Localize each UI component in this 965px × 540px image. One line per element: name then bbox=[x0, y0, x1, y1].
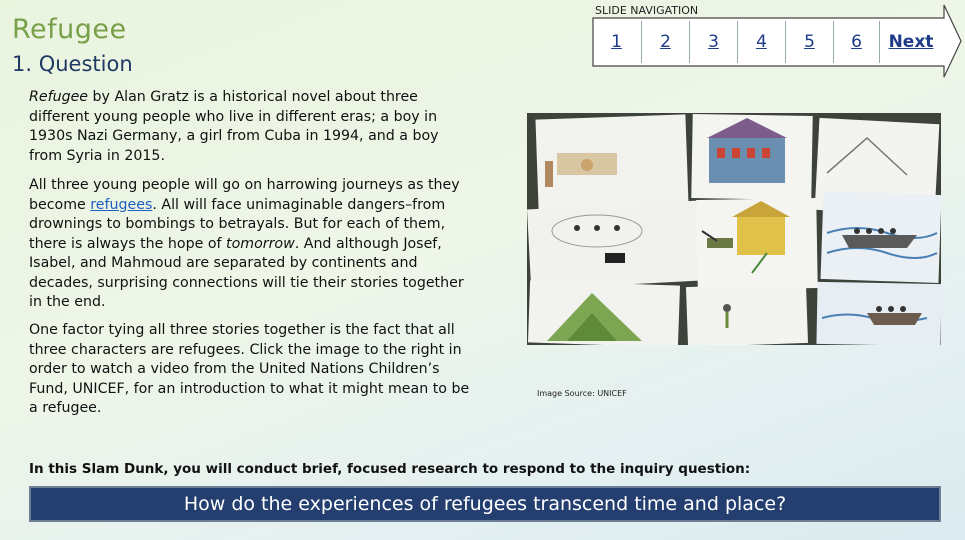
slide-subtitle: 1. Question bbox=[12, 52, 133, 76]
drawing-paper-6 bbox=[821, 191, 941, 283]
intro-paragraph bbox=[29, 88, 474, 166]
journey-text-b: . All will face unimaginable dangers–from drownings to bombings to betrayals. But for each of them, there is always the hope of bbox=[29, 196, 446, 252]
drawing-paper-2 bbox=[691, 114, 812, 200]
book-title: Refugee bbox=[29, 89, 89, 105]
slide-nav-label: SLIDE NAVIGATION bbox=[595, 4, 699, 17]
instruction-text: In this Slam Dunk, you will conduct brief, focused research to respond to the inquiry question: bbox=[29, 461, 751, 477]
nav-next-link[interactable]: Next bbox=[888, 32, 934, 52]
unicef-paragraph: One factor tying all three stories together is the fact that all three characters are refugees. Click the image to the right in order to watch a video from the United Nations Children’s Fund, UNICEF, for an introduction to what it might mean to be a refugee. bbox=[29, 322, 470, 416]
drawing-paper-4 bbox=[527, 201, 701, 290]
nav-slide-1[interactable]: 1 bbox=[592, 21, 642, 63]
unicef-video-image[interactable] bbox=[527, 113, 941, 345]
inquiry-question-box bbox=[29, 486, 941, 522]
drawing-paper-8 bbox=[686, 283, 808, 345]
drawing-paper-5 bbox=[696, 198, 818, 290]
drawing-paper-9 bbox=[816, 282, 941, 345]
nav-slide-3[interactable]: 3 bbox=[690, 21, 738, 63]
refugees-link[interactable]: refugees bbox=[90, 196, 153, 213]
image-source-caption: Image Source: UNICEF bbox=[537, 389, 627, 398]
nav-slide-2[interactable]: 2 bbox=[642, 21, 690, 63]
journey-paragraph bbox=[29, 176, 474, 313]
journey-text-c: . And although Josef, Isabel, and Mahmoud are separated by continents and decades, surprising connections will tie their stories together in the end. bbox=[29, 235, 464, 310]
nav-slide-5[interactable]: 5 bbox=[786, 21, 834, 63]
nav-slide-6[interactable]: 6 bbox=[834, 21, 880, 63]
journey-text-a: All three young people will go on harrowing journeys as they become bbox=[29, 177, 460, 213]
children-drawings-illustration bbox=[527, 113, 941, 345]
tomorrow-emphasis: tomorrow bbox=[226, 235, 295, 252]
slide-nav bbox=[592, 21, 942, 63]
intro-text: by Alan Gratz is a historical novel about three different young people who live in different eras; a boy in 1930s Nazi Germany, a girl from Cuba in 1994, and a boy from Syria in 2015. bbox=[29, 89, 439, 164]
inquiry-question: How do the experiences of refugees transcend time and place? bbox=[183, 493, 787, 515]
drawing-paper-1 bbox=[535, 114, 688, 209]
drawing-paper-7 bbox=[528, 280, 680, 345]
slide-title: Refugee bbox=[12, 14, 127, 45]
nav-slide-4[interactable]: 4 bbox=[738, 21, 786, 63]
